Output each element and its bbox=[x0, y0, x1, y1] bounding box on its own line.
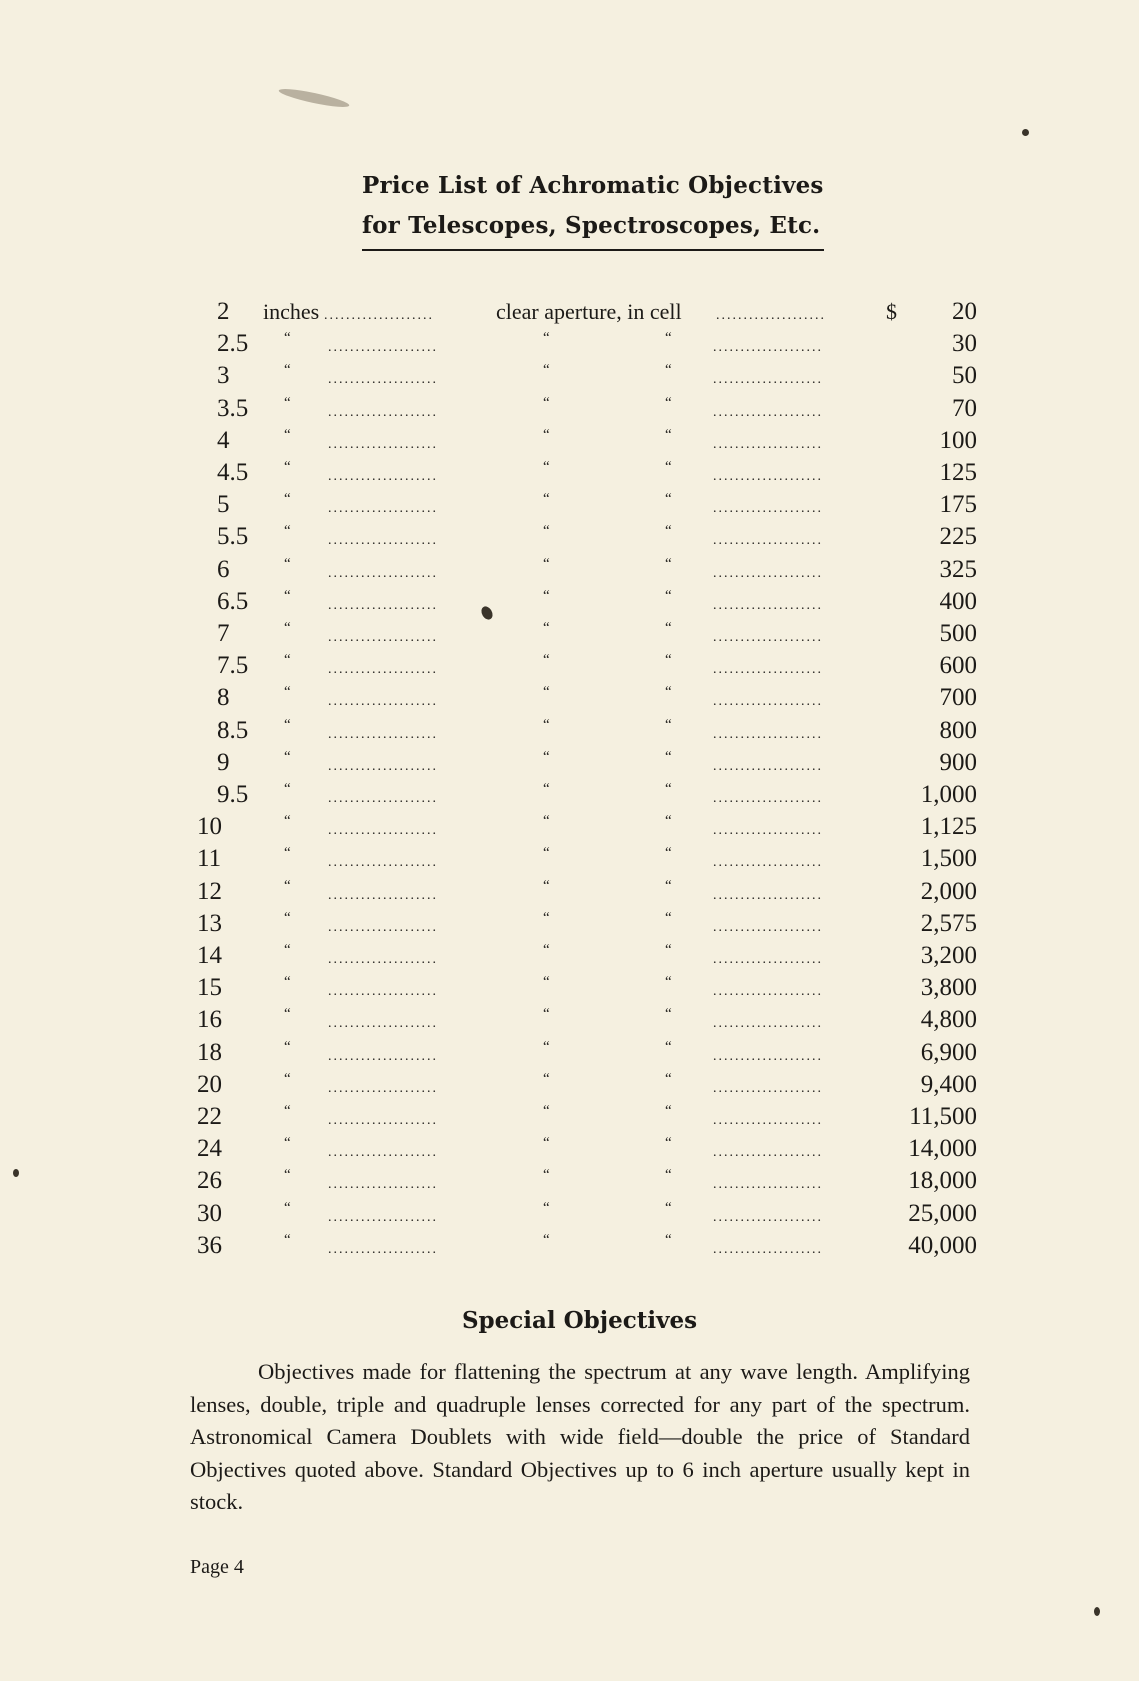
table-row bbox=[0, 1230, 1139, 1262]
leader-dots: .................... bbox=[713, 404, 823, 420]
price-value: 25,000 bbox=[908, 1199, 977, 1227]
aperture-size: 16 bbox=[197, 1006, 222, 1034]
aperture-size: 8.5 bbox=[217, 716, 249, 744]
leader-dots: .................... bbox=[328, 630, 438, 645]
ditto-mark: “ bbox=[284, 845, 291, 862]
ditto-mark: “ bbox=[543, 845, 550, 862]
aperture-size: 10 bbox=[197, 813, 222, 841]
ditto-mark: “ bbox=[284, 620, 291, 636]
table-row bbox=[0, 1069, 1139, 1101]
ditto-mark: “ bbox=[543, 330, 550, 347]
leader-dots: .................... bbox=[328, 791, 438, 806]
price-value: 40,000 bbox=[908, 1231, 977, 1259]
leader-dots: .................... bbox=[713, 791, 823, 806]
ditto-mark: “ bbox=[543, 1135, 550, 1152]
price-value: 14,000 bbox=[908, 1135, 977, 1163]
table-row bbox=[0, 1101, 1139, 1133]
ditto-mark: “ bbox=[284, 587, 291, 604]
aperture-size: 13 bbox=[197, 909, 222, 937]
ditto-mark: “ bbox=[665, 974, 672, 991]
table-row bbox=[0, 296, 1139, 328]
leader-dots: .................... bbox=[328, 436, 438, 452]
aperture-size: 11 bbox=[197, 845, 222, 873]
table-row bbox=[0, 908, 1139, 940]
ditto-mark: “ bbox=[665, 362, 672, 379]
table-row bbox=[0, 554, 1139, 586]
aperture-size: 5.5 bbox=[217, 523, 249, 551]
table-row bbox=[0, 747, 1139, 779]
leader-dots: .................... bbox=[713, 694, 823, 710]
price-value: 6,900 bbox=[920, 1038, 977, 1066]
price-value: 9,400 bbox=[920, 1070, 977, 1098]
ditto-mark: “ bbox=[543, 942, 550, 958]
leader-dots: .................... bbox=[713, 726, 823, 742]
aperture-size: 6 bbox=[217, 555, 230, 583]
ditto-mark: “ bbox=[284, 394, 291, 411]
ditto-mark: “ bbox=[543, 781, 550, 797]
currency-symbol: $ bbox=[886, 299, 897, 324]
page-title bbox=[362, 166, 824, 246]
leader-dots: .................... bbox=[328, 1145, 438, 1161]
leader-dots: .................... bbox=[328, 887, 438, 903]
leader-dots: .................... bbox=[713, 1241, 823, 1257]
leader-dots: .................... bbox=[324, 308, 434, 323]
leader-dots: .................... bbox=[328, 565, 438, 581]
ditto-mark: “ bbox=[284, 942, 291, 958]
leader-dots: .................... bbox=[328, 533, 438, 549]
ditto-mark: “ bbox=[284, 974, 291, 991]
ditto-mark: “ bbox=[284, 1038, 291, 1055]
aperture-size: 22 bbox=[197, 1103, 222, 1130]
leader-dots: .................... bbox=[713, 372, 823, 388]
ditto-mark: “ bbox=[543, 877, 550, 894]
special-objectives-paragraph: Objectives made for flattening the spectrum at any wave length. Amplifying lenses, double, triple and quadruple lenses corrected for any part of the spectrum. Astronomical Camera Doublets with wide field—double the price of Standard Objectives quoted above. Standard Objectives up to 6 inch aperture usually kept in stock. bbox=[190, 1359, 970, 1514]
ditto-mark: “ bbox=[284, 813, 291, 830]
leader-dots: .................... bbox=[713, 1048, 823, 1064]
ditto-mark: “ bbox=[665, 555, 672, 572]
table-row bbox=[0, 715, 1139, 747]
ditto-mark: “ bbox=[665, 426, 672, 443]
price-value: 1,000 bbox=[920, 781, 977, 808]
ditto-mark: “ bbox=[284, 426, 291, 443]
price-value: 1,500 bbox=[920, 845, 977, 873]
ditto-mark: “ bbox=[284, 781, 291, 797]
description-label: clear aperture, in cell bbox=[496, 299, 682, 324]
ditto-mark: “ bbox=[284, 1167, 291, 1184]
table-row bbox=[0, 1037, 1139, 1069]
ditto-mark: “ bbox=[543, 748, 550, 765]
ditto-mark: “ bbox=[665, 491, 672, 508]
aperture-size: 2 bbox=[217, 298, 230, 325]
leader-dots: .................... bbox=[328, 984, 438, 1000]
leader-dots: .................... bbox=[328, 919, 438, 935]
unit-label: inches bbox=[263, 299, 320, 324]
leader-dots: .................... bbox=[713, 1145, 823, 1161]
table-row bbox=[0, 843, 1139, 875]
aperture-size: 4 bbox=[217, 426, 230, 454]
aperture-size: 7.5 bbox=[217, 652, 249, 680]
ditto-mark: “ bbox=[665, 1231, 672, 1248]
leader-dots: .................... bbox=[328, 1241, 438, 1257]
ditto-mark: “ bbox=[284, 877, 291, 894]
table-row bbox=[0, 1004, 1139, 1036]
leader-dots: .................... bbox=[713, 1080, 823, 1096]
ditto-mark: “ bbox=[665, 845, 672, 862]
leader-dots: .................... bbox=[328, 597, 438, 613]
leader-dots: .................... bbox=[713, 758, 823, 774]
leader-dots: .................... bbox=[713, 919, 823, 935]
ditto-mark: “ bbox=[543, 555, 550, 572]
ditto-mark: “ bbox=[284, 523, 291, 540]
price-value: 700 bbox=[939, 684, 977, 712]
ditto-mark: “ bbox=[284, 1070, 291, 1087]
leader-dots: .................... bbox=[713, 887, 823, 903]
price-value: 125 bbox=[939, 459, 977, 486]
ditto-mark: “ bbox=[543, 974, 550, 991]
table-row bbox=[0, 972, 1139, 1004]
ditto-mark: “ bbox=[665, 330, 672, 347]
aperture-size: 2.5 bbox=[217, 330, 249, 358]
price-value: 50 bbox=[952, 362, 977, 390]
aperture-size: 20 bbox=[197, 1070, 222, 1098]
ditto-mark: “ bbox=[284, 459, 291, 475]
aperture-size: 15 bbox=[197, 974, 222, 1002]
aperture-size: 6.5 bbox=[217, 587, 249, 615]
ditto-mark: “ bbox=[665, 587, 672, 604]
table-row bbox=[0, 393, 1139, 425]
ditto-mark: “ bbox=[665, 652, 672, 669]
leader-dots: .................... bbox=[713, 1113, 823, 1128]
leader-dots: .................... bbox=[328, 823, 438, 839]
page-number: Page 4 bbox=[190, 1556, 244, 1578]
ditto-mark: “ bbox=[284, 1103, 291, 1119]
leader-dots: .................... bbox=[713, 533, 823, 549]
table-row bbox=[0, 425, 1139, 457]
aperture-size: 18 bbox=[197, 1038, 222, 1066]
table-row bbox=[0, 618, 1139, 650]
leader-dots: .................... bbox=[713, 1177, 823, 1193]
aperture-size: 9.5 bbox=[217, 781, 249, 808]
ditto-mark: “ bbox=[543, 394, 550, 411]
ditto-mark: “ bbox=[665, 942, 672, 958]
ditto-mark: “ bbox=[665, 1006, 672, 1023]
price-value: 2,000 bbox=[920, 877, 977, 905]
aperture-size: 3.5 bbox=[217, 394, 249, 422]
aperture-size: 36 bbox=[197, 1231, 222, 1259]
table-row bbox=[0, 1165, 1139, 1197]
table-row bbox=[0, 811, 1139, 843]
aperture-size: 12 bbox=[197, 877, 222, 905]
ditto-mark: “ bbox=[284, 909, 291, 926]
title-line-1: Price List of Achromatic Objectives bbox=[362, 172, 824, 199]
price-value: 3,800 bbox=[920, 974, 977, 1002]
ditto-mark: “ bbox=[665, 1199, 672, 1216]
ditto-mark: “ bbox=[665, 813, 672, 830]
ditto-mark: “ bbox=[543, 1199, 550, 1216]
price-value: 500 bbox=[939, 620, 977, 647]
price-value: 4,800 bbox=[920, 1006, 977, 1034]
ditto-mark: “ bbox=[543, 523, 550, 540]
ditto-mark: “ bbox=[543, 426, 550, 443]
ditto-mark: “ bbox=[284, 362, 291, 379]
price-value: 900 bbox=[939, 748, 977, 776]
ditto-mark: “ bbox=[284, 491, 291, 508]
leader-dots: .................... bbox=[328, 694, 438, 710]
table-row bbox=[0, 650, 1139, 682]
leader-dots: .................... bbox=[328, 372, 438, 388]
price-value: 100 bbox=[939, 426, 977, 454]
title-rule bbox=[362, 249, 824, 251]
ditto-mark: “ bbox=[665, 781, 672, 797]
leader-dots: .................... bbox=[328, 1080, 438, 1096]
ditto-mark: “ bbox=[284, 330, 291, 347]
ditto-mark: “ bbox=[543, 362, 550, 379]
ditto-mark: “ bbox=[665, 877, 672, 894]
ditto-mark: “ bbox=[543, 813, 550, 830]
leader-dots: .................... bbox=[713, 340, 823, 356]
leader-dots: .................... bbox=[713, 1209, 823, 1225]
leader-dots: .................... bbox=[328, 404, 438, 420]
ditto-mark: “ bbox=[543, 1231, 550, 1248]
leader-dots: .................... bbox=[328, 1113, 438, 1128]
ditto-mark: “ bbox=[665, 459, 672, 475]
ditto-mark: “ bbox=[284, 748, 291, 765]
table-row bbox=[0, 328, 1139, 360]
leader-dots: .................... bbox=[328, 1016, 438, 1032]
leader-dots: .................... bbox=[328, 662, 438, 678]
aperture-size: 14 bbox=[197, 942, 222, 969]
leader-dots: .................... bbox=[328, 855, 438, 871]
leader-dots: .................... bbox=[713, 501, 823, 517]
ditto-mark: “ bbox=[284, 684, 291, 701]
price-value: 175 bbox=[939, 491, 977, 519]
ditto-mark: “ bbox=[284, 555, 291, 572]
ditto-mark: “ bbox=[665, 1135, 672, 1152]
price-value: 1,125 bbox=[920, 813, 977, 841]
price-value: 18,000 bbox=[908, 1167, 977, 1195]
leader-dots: .................... bbox=[713, 469, 823, 484]
aperture-size: 30 bbox=[197, 1199, 222, 1227]
leader-dots: .................... bbox=[713, 1016, 823, 1032]
ditto-mark: “ bbox=[284, 1231, 291, 1248]
price-value: 800 bbox=[939, 716, 977, 744]
paper-tear-mark bbox=[278, 86, 351, 111]
aperture-size: 4.5 bbox=[217, 459, 249, 486]
leader-dots: .................... bbox=[713, 855, 823, 871]
aperture-size: 26 bbox=[197, 1167, 222, 1195]
ditto-mark: “ bbox=[665, 716, 672, 733]
ditto-mark: “ bbox=[543, 1038, 550, 1055]
aperture-size: 7 bbox=[217, 620, 230, 647]
ditto-mark: “ bbox=[665, 1038, 672, 1055]
leader-dots: .................... bbox=[328, 1209, 438, 1225]
price-value: 2,575 bbox=[920, 909, 977, 937]
leader-dots: .................... bbox=[716, 308, 826, 323]
ditto-mark: “ bbox=[543, 652, 550, 669]
leader-dots: .................... bbox=[713, 597, 823, 613]
ditto-mark: “ bbox=[665, 748, 672, 765]
ditto-mark: “ bbox=[665, 684, 672, 701]
table-row bbox=[0, 521, 1139, 553]
table-row bbox=[0, 940, 1139, 972]
leader-dots: .................... bbox=[713, 823, 823, 839]
title-line-2: for Telescopes, Spectroscopes, Etc. bbox=[362, 212, 821, 239]
table-row bbox=[0, 586, 1139, 618]
table-row bbox=[0, 1198, 1139, 1230]
ditto-mark: “ bbox=[543, 459, 550, 475]
leader-dots: .................... bbox=[713, 565, 823, 581]
ditto-mark: “ bbox=[665, 1070, 672, 1087]
ditto-mark: “ bbox=[543, 587, 550, 604]
leader-dots: .................... bbox=[328, 1048, 438, 1064]
leader-dots: .................... bbox=[328, 1177, 438, 1193]
ditto-mark: “ bbox=[543, 1103, 550, 1119]
aperture-size: 8 bbox=[217, 684, 230, 712]
ditto-mark: “ bbox=[543, 1167, 550, 1184]
ditto-mark: “ bbox=[284, 1199, 291, 1216]
paper-spot bbox=[1094, 1607, 1100, 1616]
aperture-size: 24 bbox=[197, 1135, 222, 1163]
ditto-mark: “ bbox=[543, 716, 550, 733]
table-row bbox=[0, 779, 1139, 811]
price-value: 70 bbox=[952, 394, 977, 422]
ditto-mark: “ bbox=[543, 909, 550, 926]
leader-dots: .................... bbox=[713, 984, 823, 1000]
leader-dots: .................... bbox=[328, 501, 438, 517]
ditto-mark: “ bbox=[284, 652, 291, 669]
table-row bbox=[0, 682, 1139, 714]
price-value: 30 bbox=[952, 330, 977, 358]
ditto-mark: “ bbox=[543, 1006, 550, 1023]
ditto-mark: “ bbox=[665, 394, 672, 411]
aperture-size: 3 bbox=[217, 362, 230, 390]
price-value: 20 bbox=[952, 298, 977, 325]
aperture-size: 5 bbox=[217, 491, 230, 519]
leader-dots: .................... bbox=[328, 952, 438, 967]
paper-spot bbox=[1022, 129, 1029, 136]
ditto-mark: “ bbox=[543, 491, 550, 508]
ditto-mark: “ bbox=[284, 716, 291, 733]
ditto-mark: “ bbox=[543, 620, 550, 636]
leader-dots: .................... bbox=[713, 630, 823, 645]
aperture-size: 9 bbox=[217, 748, 230, 776]
table-row bbox=[0, 876, 1139, 908]
price-value: 11,500 bbox=[909, 1103, 977, 1130]
table-row bbox=[0, 1133, 1139, 1165]
ditto-mark: “ bbox=[284, 1006, 291, 1023]
leader-dots: .................... bbox=[328, 469, 438, 484]
ditto-mark: “ bbox=[665, 620, 672, 636]
leader-dots: .................... bbox=[713, 952, 823, 967]
ditto-mark: “ bbox=[665, 1103, 672, 1119]
table-row bbox=[0, 489, 1139, 521]
price-value: 400 bbox=[939, 587, 977, 615]
leader-dots: .................... bbox=[713, 436, 823, 452]
price-value: 3,200 bbox=[920, 942, 977, 969]
price-value: 325 bbox=[939, 555, 977, 583]
ditto-mark: “ bbox=[665, 523, 672, 540]
table-row bbox=[0, 360, 1139, 392]
ditto-mark: “ bbox=[543, 1070, 550, 1087]
leader-dots: .................... bbox=[713, 662, 823, 678]
leader-dots: .................... bbox=[328, 726, 438, 742]
special-objectives-heading: Special Objectives bbox=[461, 1307, 698, 1334]
price-value: 600 bbox=[939, 652, 977, 680]
table-row bbox=[0, 457, 1139, 489]
ditto-mark: “ bbox=[665, 1167, 672, 1184]
ditto-mark: “ bbox=[665, 909, 672, 926]
leader-dots: .................... bbox=[328, 758, 438, 774]
price-value: 225 bbox=[939, 523, 977, 551]
paper-spot bbox=[13, 1169, 19, 1177]
ditto-mark: “ bbox=[284, 1135, 291, 1152]
leader-dots: .................... bbox=[328, 340, 438, 356]
ditto-mark: “ bbox=[543, 684, 550, 701]
